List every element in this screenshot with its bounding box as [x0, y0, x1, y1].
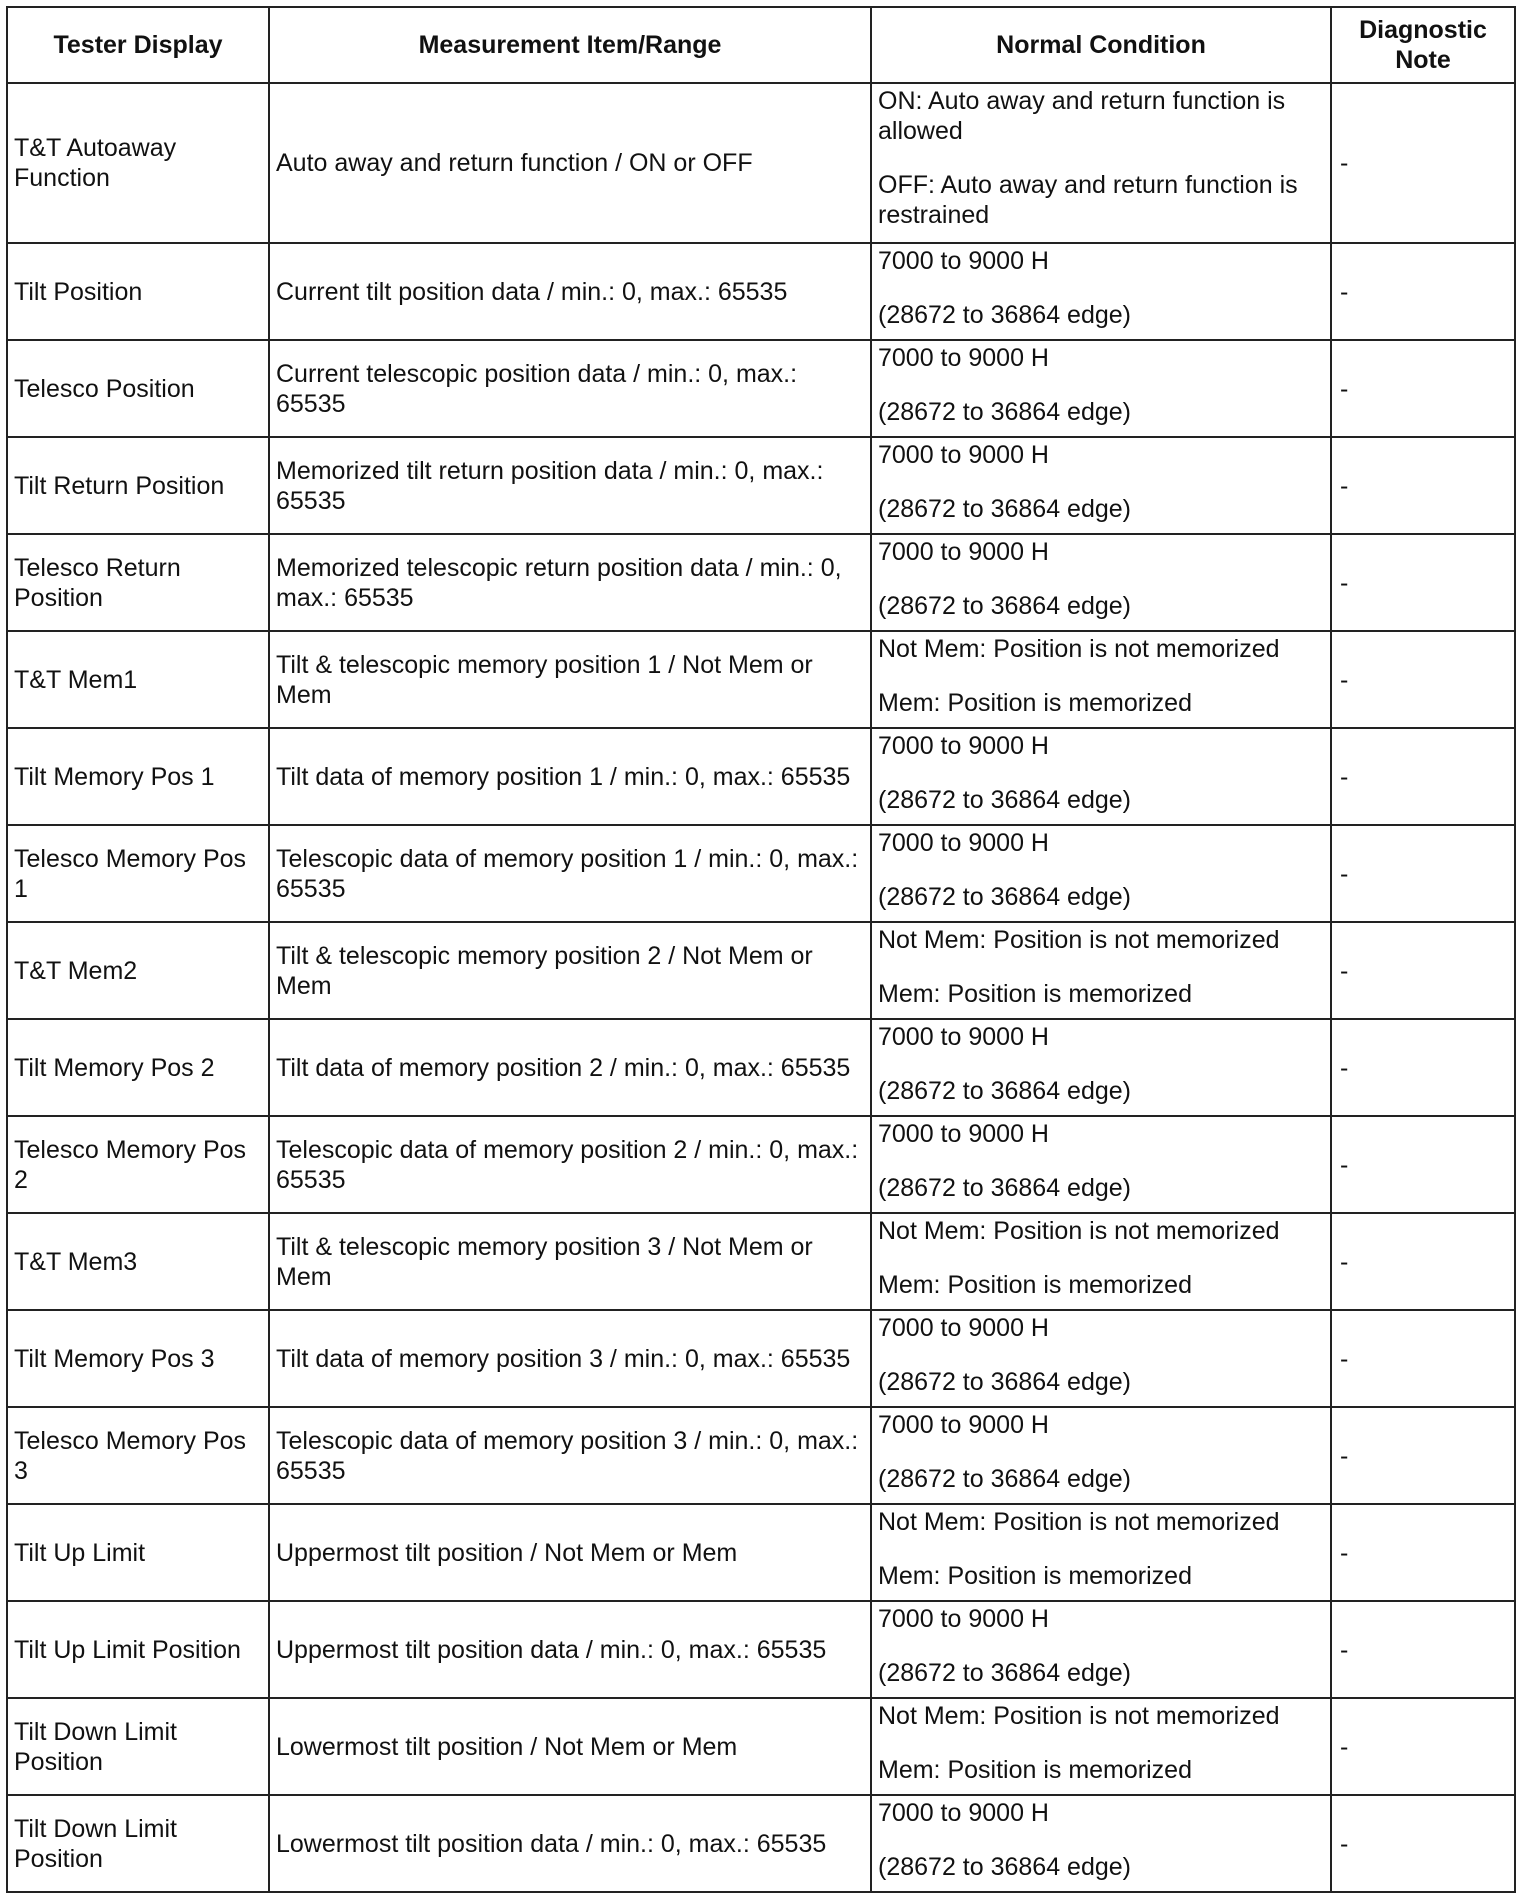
normal-condition-line-2: Mem: Position is memorized: [878, 1562, 1192, 1590]
normal-condition-cell: [871, 728, 1331, 825]
normal-condition-cell: [871, 1698, 1331, 1795]
measurement-item-cell: Telescopic data of memory position 1 / min.: 0, max.: 65535: [269, 825, 871, 922]
normal-condition-line-2: Mem: Position is memorized: [878, 980, 1192, 1008]
tester-display-cell: T&T Mem3: [7, 1213, 269, 1310]
tester-display-cell: Telesco Memory Pos 3: [7, 1407, 269, 1504]
table-row: [7, 83, 1515, 243]
normal-condition-line-1: Not Mem: Position is not memorized: [878, 926, 1280, 954]
measurement-item-cell: Current telescopic position data / min.: 0, max.: 65535: [269, 340, 871, 437]
measurement-item-cell: Tilt & telescopic memory position 3 / Not Mem or Mem: [269, 1213, 871, 1310]
normal-condition-line-1: 7000 to 9000 H: [878, 829, 1049, 857]
table-row: [7, 243, 1515, 340]
normal-condition-cell: [871, 631, 1331, 728]
normal-condition-cell: [871, 1795, 1331, 1892]
normal-condition-line-2: Mem: Position is memorized: [878, 1756, 1192, 1784]
normal-condition-line-1: 7000 to 9000 H: [878, 732, 1049, 760]
normal-condition-line-1: 7000 to 9000 H: [878, 1411, 1049, 1439]
measurement-item-cell: Tilt & telescopic memory position 2 / Not Mem or Mem: [269, 922, 871, 1019]
normal-condition-line-2: (28672 to 36864 edge): [878, 1174, 1131, 1202]
table-row: [7, 922, 1515, 1019]
normal-condition-cell: [871, 1504, 1331, 1601]
normal-condition-cell: [871, 1407, 1331, 1504]
tester-display-cell: Tilt Memory Pos 1: [7, 728, 269, 825]
tester-display-cell: T&T Mem2: [7, 922, 269, 1019]
tester-display-cell: Telesco Memory Pos 1: [7, 825, 269, 922]
normal-condition-line-2: (28672 to 36864 edge): [878, 398, 1131, 426]
normal-condition-line-1: 7000 to 9000 H: [878, 247, 1049, 275]
diagnostic-note-cell: -: [1331, 1116, 1515, 1213]
tester-display-cell: Tilt Position: [7, 243, 269, 340]
normal-condition-line-1: 7000 to 9000 H: [878, 1314, 1049, 1342]
header-normal-condition: Normal Condition: [871, 7, 1331, 83]
tester-display-cell: Telesco Return Position: [7, 534, 269, 631]
normal-condition-line-2: (28672 to 36864 edge): [878, 1465, 1131, 1493]
header-row: [7, 7, 1515, 83]
measurement-item-cell: Lowermost tilt position data / min.: 0, max.: 65535: [269, 1795, 871, 1892]
diagnostic-note-cell: -: [1331, 631, 1515, 728]
diagnostic-note-cell: -: [1331, 1310, 1515, 1407]
data-list-table: [6, 6, 1516, 1893]
tester-display-cell: Tilt Memory Pos 2: [7, 1019, 269, 1116]
normal-condition-line-1: 7000 to 9000 H: [878, 538, 1049, 566]
table-row: [7, 1213, 1515, 1310]
measurement-item-cell: Tilt data of memory position 2 / min.: 0, max.: 65535: [269, 1019, 871, 1116]
normal-condition-line-2: (28672 to 36864 edge): [878, 301, 1131, 329]
normal-condition-line-2: (28672 to 36864 edge): [878, 1077, 1131, 1105]
normal-condition-cell: [871, 825, 1331, 922]
tester-display-cell: Tilt Down Limit Position: [7, 1795, 269, 1892]
table-row: [7, 340, 1515, 437]
diagnostic-note-cell: -: [1331, 922, 1515, 1019]
table-row: [7, 1601, 1515, 1698]
normal-condition-line-2: (28672 to 36864 edge): [878, 883, 1131, 911]
diagnostic-note-cell: -: [1331, 437, 1515, 534]
tester-display-cell: Tilt Memory Pos 3: [7, 1310, 269, 1407]
data-list-table-wrapper: [6, 6, 1516, 1893]
diagnostic-note-cell: -: [1331, 1795, 1515, 1892]
table-row: [7, 1116, 1515, 1213]
tester-display-cell: Tilt Up Limit: [7, 1504, 269, 1601]
normal-condition-line-1: 7000 to 9000 H: [878, 1120, 1049, 1148]
measurement-item-cell: Uppermost tilt position data / min.: 0, max.: 65535: [269, 1601, 871, 1698]
header-tester-display: Tester Display: [7, 7, 269, 83]
tester-display-cell: Tilt Down Limit Position: [7, 1698, 269, 1795]
header-measurement-item: Measurement Item/Range: [269, 7, 871, 83]
normal-condition-cell: [871, 340, 1331, 437]
table-row: [7, 1407, 1515, 1504]
diagnostic-note-cell: -: [1331, 1019, 1515, 1116]
normal-condition-line-1: 7000 to 9000 H: [878, 441, 1049, 469]
normal-condition-cell: [871, 1213, 1331, 1310]
measurement-item-cell: Tilt & telescopic memory position 1 / Not Mem or Mem: [269, 631, 871, 728]
measurement-item-cell: Memorized tilt return position data / min.: 0, max.: 65535: [269, 437, 871, 534]
measurement-item-cell: Lowermost tilt position / Not Mem or Mem: [269, 1698, 871, 1795]
diagnostic-note-cell: -: [1331, 243, 1515, 340]
normal-condition-line-1: ON: Auto away and return function is allowed: [878, 87, 1286, 145]
diagnostic-note-cell: -: [1331, 1601, 1515, 1698]
normal-condition-cell: [871, 1601, 1331, 1698]
measurement-item-cell: Telescopic data of memory position 2 / min.: 0, max.: 65535: [269, 1116, 871, 1213]
normal-condition-line-2: (28672 to 36864 edge): [878, 495, 1131, 523]
normal-condition-line-1: 7000 to 9000 H: [878, 1799, 1049, 1827]
diagnostic-note-cell: -: [1331, 1213, 1515, 1310]
normal-condition-line-2: Mem: Position is memorized: [878, 1271, 1192, 1299]
measurement-item-cell: Tilt data of memory position 1 / min.: 0, max.: 65535: [269, 728, 871, 825]
tester-display-cell: Tilt Up Limit Position: [7, 1601, 269, 1698]
measurement-item-cell: Memorized telescopic return position data / min.: 0, max.: 65535: [269, 534, 871, 631]
table-row: [7, 1019, 1515, 1116]
normal-condition-line-1: Not Mem: Position is not memorized: [878, 1702, 1280, 1730]
normal-condition-cell: [871, 1116, 1331, 1213]
diagnostic-note-cell: -: [1331, 728, 1515, 825]
normal-condition-line-2: (28672 to 36864 edge): [878, 1853, 1131, 1881]
tester-display-cell: Telesco Position: [7, 340, 269, 437]
normal-condition-line-2: (28672 to 36864 edge): [878, 1368, 1131, 1396]
normal-condition-cell: [871, 243, 1331, 340]
normal-condition-line-2: OFF: Auto away and return function is restrained: [878, 171, 1298, 229]
normal-condition-cell: [871, 1310, 1331, 1407]
normal-condition-line-1: Not Mem: Position is not memorized: [878, 1508, 1280, 1536]
normal-condition-line-2: (28672 to 36864 edge): [878, 786, 1131, 814]
diagnostic-note-cell: -: [1331, 825, 1515, 922]
normal-condition-line-2: (28672 to 36864 edge): [878, 592, 1131, 620]
table-row: [7, 1698, 1515, 1795]
diagnostic-note-cell: -: [1331, 534, 1515, 631]
table-row: [7, 1795, 1515, 1892]
table-row: [7, 1310, 1515, 1407]
measurement-item-cell: Tilt data of memory position 3 / min.: 0, max.: 65535: [269, 1310, 871, 1407]
tester-display-cell: T&T Mem1: [7, 631, 269, 728]
measurement-item-cell: Auto away and return function / ON or OFF: [269, 83, 871, 243]
diagnostic-note-cell: -: [1331, 340, 1515, 437]
measurement-item-cell: Current tilt position data / min.: 0, max.: 65535: [269, 243, 871, 340]
normal-condition-line-1: 7000 to 9000 H: [878, 344, 1049, 372]
normal-condition-cell: [871, 83, 1331, 243]
tester-display-cell: T&T Autoaway Function: [7, 83, 269, 243]
normal-condition-line-2: Mem: Position is memorized: [878, 689, 1192, 717]
normal-condition-line-1: Not Mem: Position is not memorized: [878, 1217, 1280, 1245]
table-row: [7, 631, 1515, 728]
table-row: [7, 437, 1515, 534]
header-diagnostic-note: Diagnostic Note: [1331, 7, 1515, 83]
diagnostic-note-cell: -: [1331, 1407, 1515, 1504]
normal-condition-cell: [871, 1019, 1331, 1116]
table-row: [7, 728, 1515, 825]
table-row: [7, 534, 1515, 631]
diagnostic-note-cell: -: [1331, 1504, 1515, 1601]
diagnostic-note-cell: -: [1331, 1698, 1515, 1795]
tester-display-cell: Tilt Return Position: [7, 437, 269, 534]
normal-condition-cell: [871, 437, 1331, 534]
measurement-item-cell: Telescopic data of memory position 3 / min.: 0, max.: 65535: [269, 1407, 871, 1504]
table-row: [7, 825, 1515, 922]
table-row: [7, 1504, 1515, 1601]
normal-condition-line-1: 7000 to 9000 H: [878, 1605, 1049, 1633]
normal-condition-cell: [871, 922, 1331, 1019]
normal-condition-line-2: (28672 to 36864 edge): [878, 1659, 1131, 1687]
diagnostic-note-cell: -: [1331, 83, 1515, 243]
tester-display-cell: Telesco Memory Pos 2: [7, 1116, 269, 1213]
normal-condition-cell: [871, 534, 1331, 631]
table-body: [7, 83, 1515, 1892]
normal-condition-line-1: 7000 to 9000 H: [878, 1023, 1049, 1051]
normal-condition-line-1: Not Mem: Position is not memorized: [878, 635, 1280, 663]
measurement-item-cell: Uppermost tilt position / Not Mem or Mem: [269, 1504, 871, 1601]
